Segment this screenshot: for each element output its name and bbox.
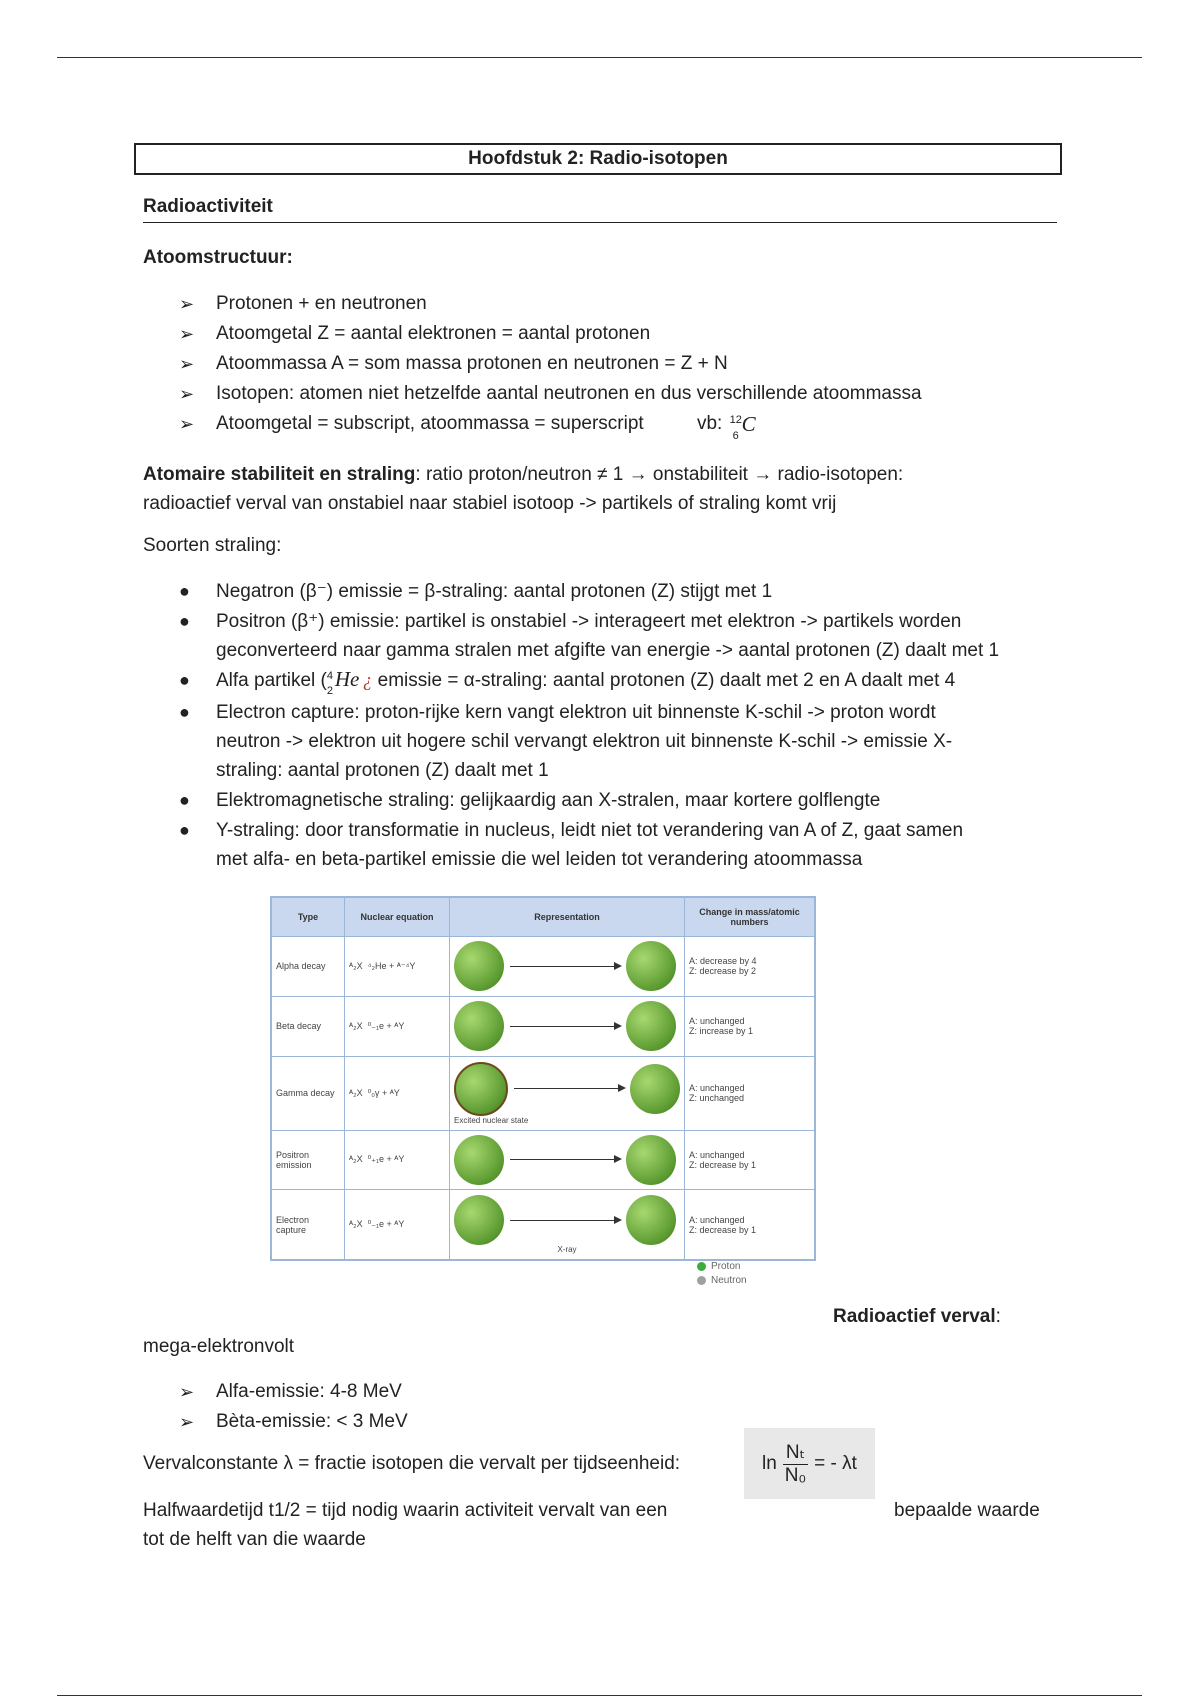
bottom-rule — [57, 1695, 1142, 1696]
proton-dot-icon — [697, 1262, 706, 1271]
table-header: Representation — [450, 898, 685, 937]
list-item: ● Positron (β⁺) emissie: partikel is onstabiel -> interageert met elektron -> partikels worden geconverteerd naar gamma stralen met afgifte van energie -> aantal protonen (Z) daalt met 1 — [216, 607, 999, 665]
bullet-icon: ● — [179, 790, 190, 810]
table-header: Nuclear equation — [345, 898, 450, 937]
section-heading: Radioactiviteit — [143, 196, 1057, 223]
decay-representation — [450, 1130, 685, 1190]
nucleus-icon — [626, 941, 676, 991]
table-row: Gamma decay ᴬ₂X ⁰₀γ + ᴬY Excited nuclear state A: unchanged Z: unchanged — [272, 1056, 815, 1130]
excited-nucleus-icon — [454, 1062, 508, 1116]
verval-heading: Radioactief verval: — [833, 1306, 1001, 1327]
decay-representation: X-ray — [450, 1190, 685, 1260]
arrowhead-bullet-icon: ➢ — [179, 324, 195, 344]
isotope-notation: 12 6 C — [729, 411, 756, 442]
list-item: ➢ Atoomgetal = subscript, atoommassa = superscript vb: 12 6 C — [216, 409, 922, 439]
decay-representation: Excited nuclear state — [450, 1056, 685, 1130]
list-item: ● Alfa partikel ( 4 2 He ¿ emissie = α-straling: aantal protonen (Z) daalt met 2 en A daalt met 4 — [179, 666, 956, 697]
halfwaardetijd-line1-end: bepaalde waarde — [894, 1500, 1040, 1521]
table-row: Alpha decay ᴬ₂X ⁴₂He + ᴬ⁻⁴Y A: decrease by 4 Z: decrease by 2 — [272, 937, 815, 997]
atoom-heading: Atoomstructuur: — [143, 247, 293, 268]
alpha-notation: 4 2 He — [326, 666, 360, 697]
nucleus-icon — [630, 1064, 680, 1114]
nucleus-icon — [454, 941, 504, 991]
decay-formula: ln $\frac{\text{Nₜ}}{\text{N₀}}$ = - λt — [744, 1428, 875, 1499]
nucleus-icon — [626, 1135, 676, 1185]
arrow-icon — [510, 1220, 620, 1221]
nucleus-icon — [626, 1001, 676, 1051]
example: vb: 12 6 C — [697, 413, 760, 434]
decay-representation — [450, 937, 685, 997]
table-row: Electron capture ᴬ₂X ⁰₋₁e + ᴬY X-ray A: unchanged Z: decrease by 1 — [272, 1190, 815, 1260]
list-item: ➢ Atoommassa A = som massa protonen en neutronen = Z + N — [216, 349, 922, 379]
bullet-icon: ● — [179, 611, 190, 631]
table-header: Change in mass/atomic numbers — [685, 898, 815, 937]
arrow-icon — [510, 1159, 620, 1160]
bullet-icon: ● — [179, 820, 190, 840]
arrow-icon — [510, 966, 620, 967]
arrowhead-bullet-icon: ➢ — [179, 1412, 195, 1432]
arrowhead-bullet-icon: ➢ — [179, 354, 195, 374]
bullet-icon: ● — [179, 670, 190, 690]
verval-list — [179, 1377, 408, 1437]
halfwaardetijd-line1: Halfwaardetijd t1/2 = tijd nodig waarin activiteit vervalt van een — [143, 1500, 668, 1521]
neutron-dot-icon — [697, 1276, 706, 1285]
list-item: ➢ Protonen + en neutronen — [216, 289, 922, 319]
atoom-list — [179, 289, 922, 442]
vervalconstante: Vervalconstante λ = fractie isotopen die vervalt per tijdseenheid: — [143, 1453, 681, 1474]
arrow-icon — [514, 1088, 624, 1089]
table-header: Type — [272, 898, 345, 937]
list-item: ● Electron capture: proton-rijke kern vangt elektron uit binnenste K-schil -> proton wordt neutron -> elektron uit hogere schil vervangt elektron uit binnenste K-schil -> emissie X- straling: aantal protonen (Z) daalt met 1 — [216, 698, 999, 785]
verval-unit: mega-elektronvolt — [143, 1336, 295, 1357]
arrow-icon — [510, 1026, 620, 1027]
soorten-heading: Soorten straling: — [143, 535, 282, 556]
stabiliteit-paragraph: Atomaire stabiliteit en straling: ratio proton/neutron ≠ 1 → onstabiliteit → radio-isotopen: radioactief verval van onstabiel naar stabiel isotoop -> partikels of straling komt vrij — [143, 464, 904, 514]
arrowhead-bullet-icon: ➢ — [179, 384, 195, 404]
table-row: Positron emission ᴬ₂X ⁰₊₁e + ᴬY A: unchanged Z: decrease by 1 — [272, 1130, 815, 1190]
figure-legend: Proton Neutron — [697, 1260, 747, 1288]
list-item: ● Elektromagnetische straling: gelijkaardig aan X-stralen, maar kortere golflengte — [216, 786, 999, 815]
list-item: ● Negatron (β⁻) emissie = β-straling: aantal protonen (Z) stijgt met 1 — [216, 577, 999, 606]
decay-table — [271, 897, 815, 1260]
decay-representation — [450, 996, 685, 1056]
decay-figure — [270, 896, 816, 1261]
nucleus-icon — [454, 1001, 504, 1051]
table-header-row — [272, 898, 815, 937]
table-row: Beta decay ᴬ₂X ⁰₋₁e + ᴬY A: unchanged Z: increase by 1 — [272, 996, 815, 1056]
nucleus-icon — [454, 1135, 504, 1185]
list-item: ➢ Isotopen: atomen niet hetzelfde aantal neutronen en dus verschillende atoommassa — [216, 379, 922, 409]
top-rule — [57, 57, 1142, 58]
arrowhead-bullet-icon: ➢ — [179, 1382, 195, 1402]
nucleus-icon — [454, 1195, 504, 1245]
nucleus-icon — [626, 1195, 676, 1245]
straling-list — [179, 577, 1000, 874]
bullet-icon: ● — [179, 702, 190, 722]
list-item: ➢ Bèta-emissie: < 3 MeV — [216, 1407, 408, 1437]
list-item: ● Y-straling: door transformatie in nucleus, leidt niet tot verandering van A of Z, gaat samen met alfa- en beta-partikel emissie die wel leiden tot verandering atoommassa — [216, 816, 999, 874]
arrowhead-bullet-icon: ➢ — [179, 294, 195, 314]
halfwaardetijd-line2: tot de helft van die waarde — [143, 1529, 366, 1550]
arrowhead-bullet-icon: ➢ — [179, 414, 195, 434]
bullet-icon: ● — [179, 581, 190, 601]
list-item: ➢ Atoomgetal Z = aantal elektronen = aantal protonen — [216, 319, 922, 349]
page-title: Hoofdstuk 2: Radio-isotopen — [134, 143, 1062, 175]
list-item: ➢ Alfa-emissie: 4-8 MeV — [216, 1377, 408, 1407]
